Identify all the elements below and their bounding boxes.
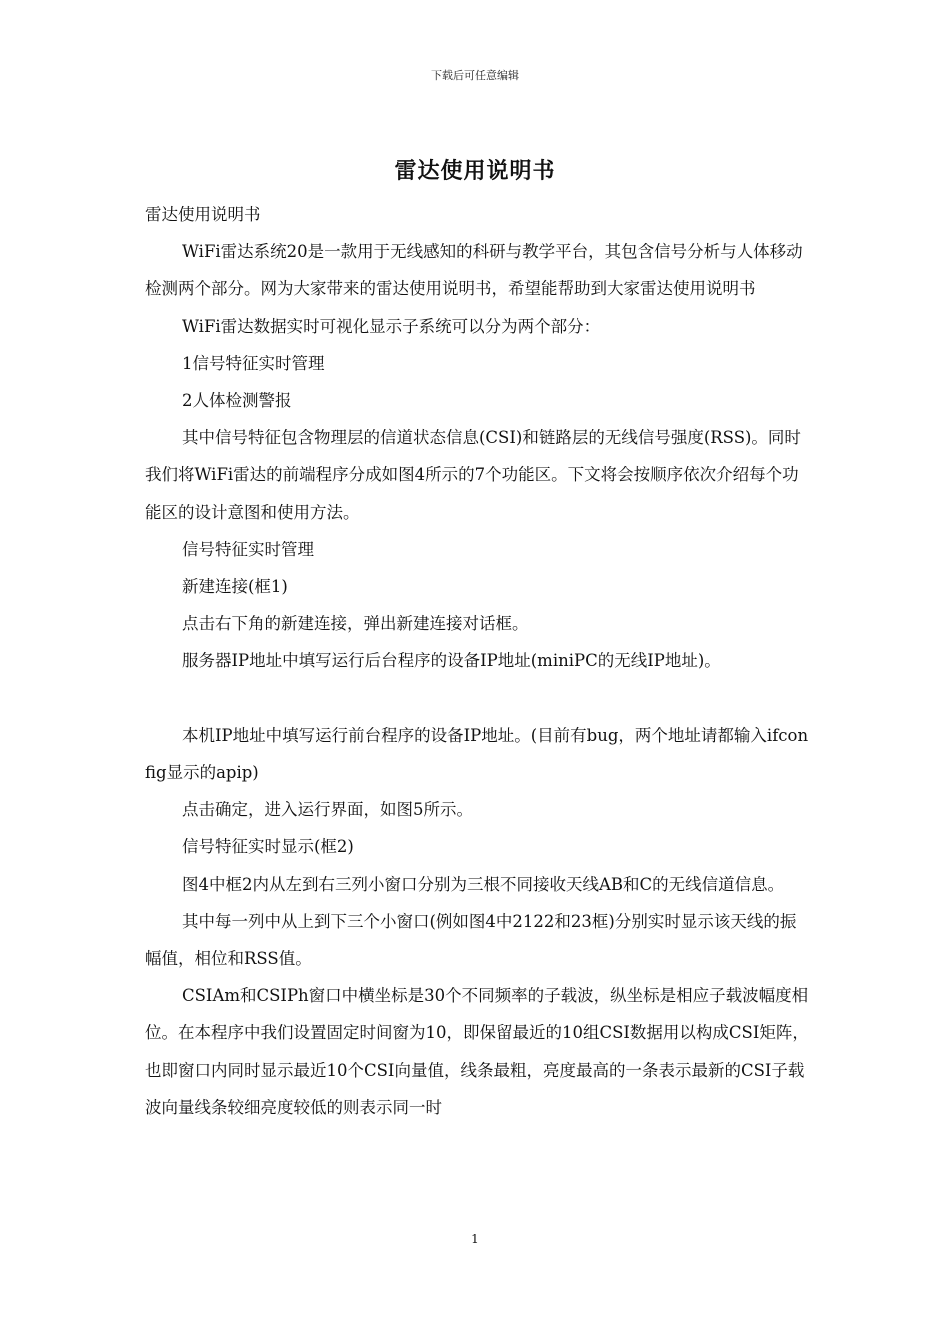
paragraph: 信号特征实时显示(框2) — [182, 837, 354, 857]
paragraph: 1信号特征实时管理 — [182, 353, 325, 373]
paragraph: 其中每一列中从上到下三个小窗口(例如图4中2122和23框)分别实时显示该天线的振幅值，相位和RSS值。 — [145, 911, 797, 969]
header-note: 下载后可任意编辑 — [431, 69, 519, 82]
document-title: 雷达使用说明书 — [394, 159, 556, 184]
paragraph: WiFi雷达系统20是一款用于无线感知的科研与教学平台，其包含信号分析与人体移动检测两个部分。网为大家带来的雷达使用说明书，希望能帮助到大家雷达使用说明书 — [145, 242, 803, 299]
paragraph: 点击右下角的新建连接，弹出新建连接对话框。 — [182, 614, 529, 634]
paragraph: 信号特征实时管理 — [182, 539, 314, 559]
paragraph: 雷达使用说明书 — [145, 205, 261, 224]
paragraph: 2人体检测警报 — [182, 391, 292, 411]
blank-line — [145, 680, 810, 717]
paragraph: 图4中框2内从左到右三列小窗口分别为三根不同接收天线AB和C的无线信道信息。 — [182, 874, 785, 894]
paragraph: 其中信号特征包含物理层的信道状态信息(CSI)和链路层的无线信号强度(RSS)。同时我们将WiFi雷达的前端程序分成如图4所示的7个功能区。下文将会按顺序依次介绍每个功能区的设计意图和使用方法。 — [145, 428, 801, 522]
paragraph: 服务器IP地址中填写运行后台程序的设备IP地址(miniPC的无线IP地址)。 — [182, 651, 721, 671]
paragraph: 本机IP地址中填写运行前台程序的设备IP地址。(目前有bug，两个地址请都输入ifconfig显示的apip) — [145, 725, 809, 783]
page-number: 1 — [471, 1232, 479, 1246]
paragraph: WiFi雷达数据实时可视化显示子系统可以分为两个部分： — [182, 316, 601, 336]
paragraph: 点击确定，进入运行界面，如图5所示。 — [182, 800, 473, 820]
paragraph: 新建连接(框1) — [182, 577, 288, 597]
document-body — [145, 196, 810, 1126]
paragraph: CSIAm和CSIPh窗口中横坐标是30个不同频率的子载波，纵坐标是相应子载波幅度相位。在本程序中我们设置固定时间窗为10，即保留最近的10组CSI数据用以构成CSI矩阵，也即窗口内同时显示最近10个CSI向量值，线条最粗，亮度最高的一条表示最新的CSI子载波向量线条较细亮度较低的则表示同一时 — [145, 986, 809, 1117]
